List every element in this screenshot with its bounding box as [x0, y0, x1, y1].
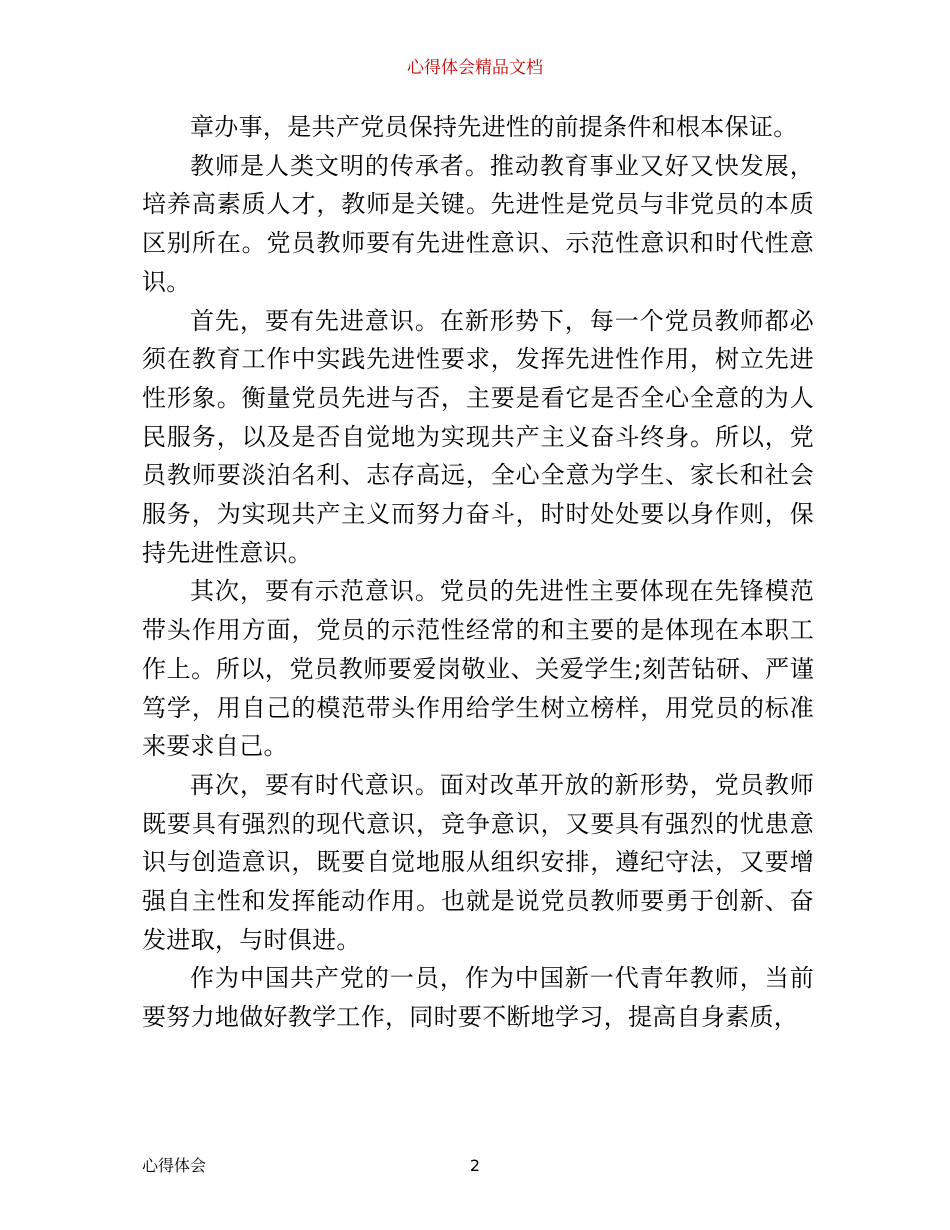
page-number: 2 — [469, 1156, 481, 1175]
document-body — [142, 108, 814, 1037]
paragraph: 其次，要有示范意识。党员的先进性主要体现在先锋模范带头作用方面，党员的示范性经常的和主要的是体现在本职工作上。所以，党员教师要爱岗敬业、关爱学生;刻苦钻研、严谨笃学，用自己的模范带头作用给学生树立榜样，用党员的标准来要求自己。 — [142, 577, 814, 761]
footer-label: 心得体会 — [142, 1156, 207, 1175]
paragraph: 首先，要有先进意识。在新形势下，每一个党员教师都必须在教育工作中实践先进性要求，发挥先进性作用，树立先进性形象。衡量党员先进与否，主要是看它是否全心全意的为人民服务，以及是否自觉地为实现共产主义奋斗终身。所以，党员教师要淡泊名利、志存高远，全心全意为学生、家长和社会服务，为实现共产主义而努力奋斗，时时处处要以身作则，保持先进性意识。 — [142, 306, 814, 567]
paragraph: 作为中国共产党的一员，作为中国新一代青年教师，当前要努力地做好教学工作，同时要不断地学习，提高自身素质， — [142, 964, 814, 1032]
paragraph: 章办事，是共产党员保持先进性的前提条件和根本保证。 — [190, 113, 798, 141]
paragraph: 教师是人类文明的传承者。推动教育事业又好又快发展，培养高素质人才，教师是关键。先进性是党员与非党员的本质区别所在。党员教师要有先进性意识、示范性意识和时代性意识。 — [142, 151, 814, 296]
document-header-title: 心得体会精品文档 — [407, 58, 543, 78]
paragraph: 再次，要有时代意识。面对改革开放的新形势，党员教师既要具有强烈的现代意识，竞争意识，又要具有强烈的忧患意识与创造意识，既要自觉地服从组织安排，遵纪守法，又要增强自主性和发挥能动作用。也就是说党员教师要勇于创新、奋发进取，与时俱进。 — [142, 770, 814, 954]
